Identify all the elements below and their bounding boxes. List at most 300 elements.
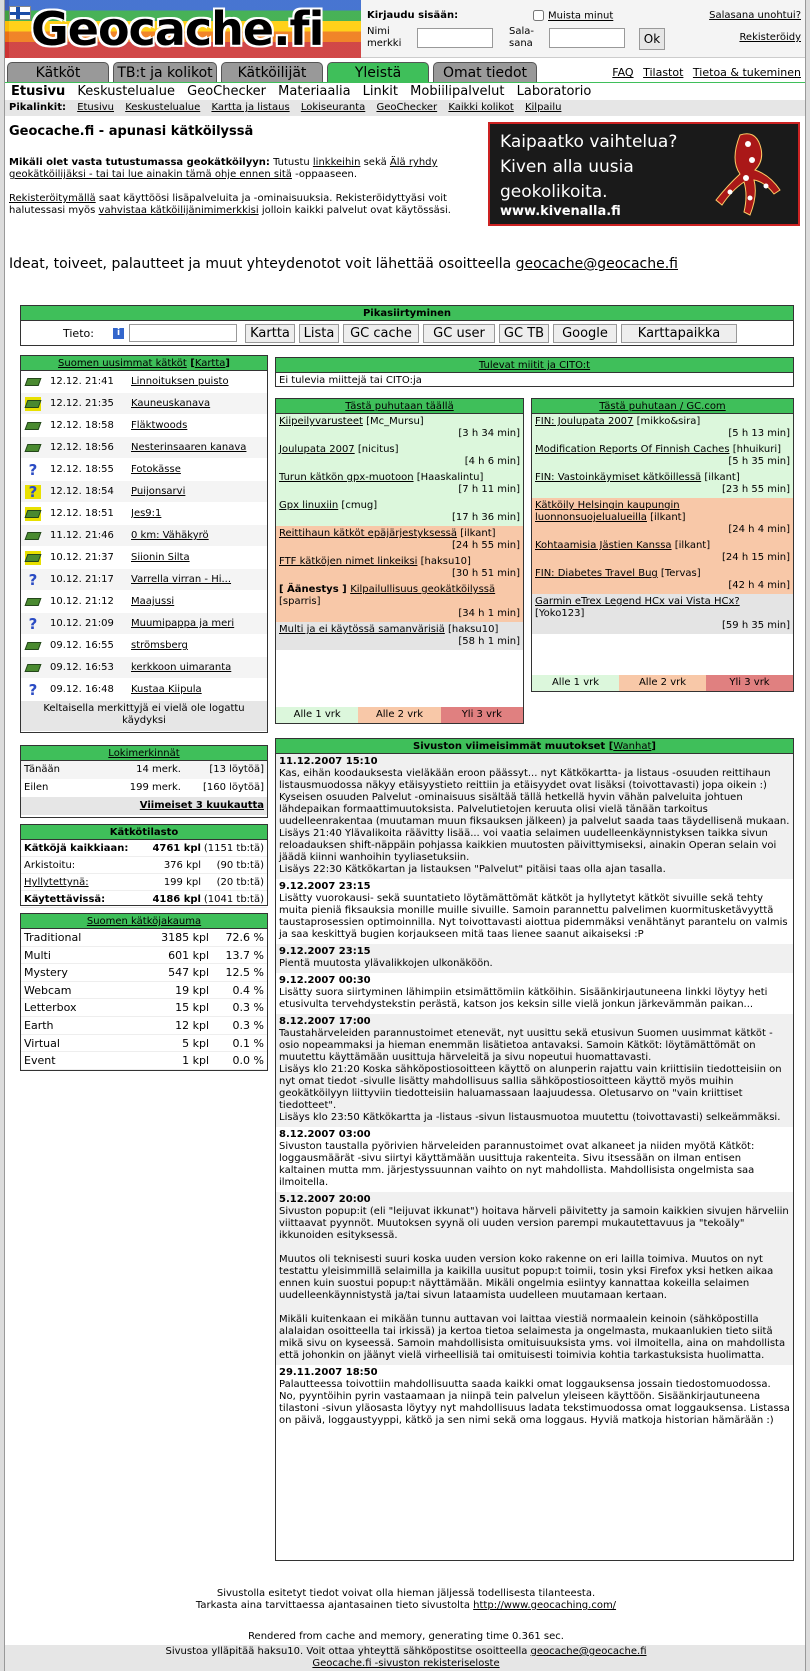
mystery-icon <box>25 683 41 697</box>
cache-row <box>21 679 267 701</box>
mystery-icon <box>25 573 41 587</box>
topic-age: [5 h 13 min] <box>728 428 790 439</box>
logs-3-months-link[interactable]: Viimeiset 3 kuukautta <box>139 800 264 811</box>
forum-topics-link[interactable]: Tästä puhutaan täällä <box>345 401 454 412</box>
traditional-icon <box>25 397 41 411</box>
subnav-materiaalia[interactable]: Materiaalia <box>278 84 351 99</box>
banner-line: Kaipaatko vaihtelua? <box>500 132 678 152</box>
jump-gc-user-button[interactable]: GC user <box>423 324 495 343</box>
type-percent: 12.5 % <box>225 966 264 980</box>
topic-line <box>279 556 520 568</box>
stats-count: 376 kpl <box>163 860 201 871</box>
topic-age: [23 h 55 min] <box>722 484 790 495</box>
kivenalla-banner[interactable] <box>488 122 800 226</box>
footer-text: Tarkasta aina tarvittaessa ajantasainen tieto sivustolta <box>195 1600 474 1611</box>
change-text: Palautteessa toivottiin mahdollisuutta saada kaikki omat loggauksensa jossain tiedostomuodossa. No, pyyntöihin pyrin vastaamaan ja niinpä tein palvelun yleiseen käyttöön. Sisäänkirjautuneena tilastoni -sivun yläosasta löytyy nyt mahdollisuus ladata tekstimuodossa omat loggauksensa. Listassa on päivä, loggaustyyppi, kätkö ja sen nimi sekä oma loggaus. Hyviä matkoja historian hämärään :) <box>279 1379 790 1426</box>
topic-item <box>532 498 793 538</box>
topic-line <box>279 500 520 512</box>
topic-link[interactable]: Kätköily Helsingin kaupungin luonnonsuojelualueilla <box>535 500 680 523</box>
change-text: Lisätty suora siirtyminen lähimpiin etsimättömiin kätköihin. Sisäänkirjautuneena linkki löytyy heti etusivulta tervehdystekstin perästä, katson jos keksin sille vielä jonkun järkevämmän paikan... <box>279 987 768 1010</box>
tab-omat-tiedot[interactable]: Omat tiedot <box>433 62 537 82</box>
gc-topics-link[interactable]: Tästä puhutaan / GC.com <box>599 401 726 412</box>
topic-link[interactable]: Kohtaamisia Jästien Kanssa <box>535 540 672 551</box>
type-percent: 0.1 % <box>232 1036 264 1050</box>
cache-name-link[interactable]: Maajussi <box>131 596 175 607</box>
change-date: 5.12.2007 20:00 <box>279 1194 371 1205</box>
change-text: Muutos oli teknisesti suuri koska uuden version koko rakenne on eri lailla toimiva. Muutos on nyt testattu yleisimmillä selaimilla ja kaikilla uusitut popup:t toimii, tosin yksi Firefox yksi hetken aikaa ennen kuin suostui popup:t näyttämään. Mikäli ongelmia esiintyy kannattaa kokeilla selaimen uudelleenkäynnistystä ja/tai sivun lataamista uudelleen muutamaan kertaan. <box>279 1254 774 1301</box>
cache-name-link[interactable]: Kustaa Kiipula <box>131 684 202 695</box>
change-text: Lisäys 22:30 Kätkökartan ja listauksen "Palvelut" pitäisi taas olla ajan tasalla. <box>279 864 666 875</box>
distribution-row <box>21 964 267 982</box>
multi-icon <box>25 551 41 565</box>
distribution-title <box>21 914 267 929</box>
cache-row <box>21 591 267 613</box>
cache-date: 10.12. 21:17 <box>50 574 114 585</box>
cache-name-link[interactable]: Puijonsarvi <box>131 486 186 497</box>
cache-name-link[interactable]: Varrella virran - Hi... <box>131 574 232 585</box>
change-entry <box>276 1365 793 1430</box>
cache-list <box>21 371 267 701</box>
cache-date: 12.12. 18:58 <box>50 420 114 431</box>
cache-row <box>21 635 267 657</box>
quick-jump-title: Pikasiirtyminen <box>21 306 793 321</box>
change-date: 11.12.2007 15:10 <box>279 756 378 767</box>
quick-link-keskustelualue[interactable]: Keskustelualue <box>125 102 201 113</box>
change-text: Lisäys klo 23:50 Kätkökartta ja -listaus -sivun listausmuotoa muutettu (toivottavasti) selkeämmäksi. <box>279 1112 781 1123</box>
change-text <box>279 1302 790 1314</box>
username-input[interactable] <box>417 28 493 48</box>
topic-item <box>276 554 523 582</box>
links-link[interactable]: linkkeihin <box>312 157 361 168</box>
quick-link-kilpailu[interactable]: Kilpailu <box>524 102 562 113</box>
topic-age: [3 h 34 min] <box>458 428 520 439</box>
type-percent: 13.7 % <box>225 948 264 962</box>
jump-gc-tb-button[interactable]: GC TB <box>499 324 549 343</box>
topic-user: [ilkant] <box>701 472 740 483</box>
stats-label[interactable]: Hyllytettynä: <box>24 877 89 888</box>
quick-link-geochecker[interactable]: GeoChecker <box>376 102 438 113</box>
traditional-icon <box>25 661 41 675</box>
topic-link[interactable]: FTF kätköjen nimet linkeiksi <box>279 556 418 567</box>
topic-line <box>279 444 520 456</box>
topic-link[interactable]: Modification Reports Of Finnish Caches <box>535 444 730 455</box>
stats-tb: (1041 tb:tä) <box>203 894 264 905</box>
login-button[interactable]: Ok <box>639 28 665 50</box>
cache-name-link[interactable]: kerkkoon uimaranta <box>131 662 232 673</box>
cache-date: 12.12. 18:56 <box>50 442 114 453</box>
type-percent: 0.3 % <box>232 1001 264 1015</box>
traditional-glyph <box>25 510 42 518</box>
topic-age: [30 h 51 min] <box>452 568 520 579</box>
topic-item <box>276 582 523 622</box>
remember-me[interactable] <box>533 10 613 22</box>
log-period: Tänään <box>24 764 61 775</box>
maintainer-email-link[interactable]: geocache@geocache.fi <box>530 1646 647 1657</box>
cache-type: Mystery <box>24 966 68 980</box>
topic-link[interactable]: FIN: Diabetes Travel Bug <box>535 568 658 579</box>
jump-gc-cache-button[interactable]: GC cache <box>343 324 419 343</box>
topic-age: [17 h 36 min] <box>452 512 520 523</box>
distribution-row <box>21 1035 267 1053</box>
change-text: Lisäys klo 21:20 Koska sähköpostiosoitteen käyttö on alunperin rajattu vain kriittisiin tiedotteisiin on nyt omat tiedot -sivulle lisätty mahdollisuus sallia sähköpostiosoitteen käyttö myös muihin geokätköilyyn liittyviin tiedotteisiin haluamassaan laajuudessa. Oletusarvo on "vain kriittiset tiedotteet". <box>279 1064 782 1111</box>
legend-over-3: Yli 3 vrk <box>441 707 523 723</box>
legend-under-1: Alle 1 vrk <box>532 675 619 691</box>
caches-map-link[interactable]: Kartta <box>194 358 226 369</box>
maintainer-line <box>5 1646 806 1658</box>
forum-topics-title <box>276 399 523 414</box>
log-count: 199 merk. <box>129 782 181 793</box>
topic-user: [ilkant] <box>671 540 711 551</box>
forum-topic-list <box>276 414 523 650</box>
footer-line: Sivustolla esitetyt tiedot voivat olla hieman jäljessä todellisesta tilanteesta. <box>216 1588 596 1599</box>
mystery-icon <box>25 463 41 477</box>
topic-link[interactable]: Kiipeilyvarusteet <box>279 416 363 427</box>
traditional-glyph <box>25 664 42 672</box>
stats-label: Käytettävissä: <box>24 894 106 905</box>
newest-caches-box <box>20 355 268 733</box>
topic-age: [24 h 55 min] <box>452 540 520 551</box>
change-text: Lisätty vuorokausi- sekä suuntatieto löytämättömät kätköt ja hyllytetyt kätköt sivuille sekä tehty muita pieniä fiksauksia monille muille sivuille. Samoin parannettu palvelimen kuormitusketävyyttä taustaprosessien optimoinnilla. Nyt toivottavasti aiottua pidemmäksi venähtänyt parantelu on valmis ja saa keskittyä bugien korjaukseen mitä taas lienee saanut aikaiseksi :P <box>279 893 788 940</box>
intro-paragraph-1 <box>9 157 479 181</box>
topic-link[interactable]: FIN: Joulupata 2007 <box>535 416 634 427</box>
changes-box <box>275 738 794 1561</box>
page <box>4 0 806 1671</box>
type-count: 5 kpl <box>182 1036 209 1050</box>
change-date: 9.12.2007 23:15 <box>279 946 371 957</box>
topic-user: [cmug] <box>338 500 378 511</box>
cache-name-link[interactable]: Muumipappa ja meri <box>131 618 235 629</box>
topic-line <box>535 500 790 524</box>
quick-links <box>5 100 806 116</box>
distribution-row <box>21 929 267 947</box>
jump-label: Tieto: <box>63 327 94 340</box>
geocaching-link[interactable]: http://www.geocaching.com/ <box>473 1600 617 1611</box>
remember-checkbox[interactable] <box>533 10 544 21</box>
caches-footer-note: Keltaisella merkittyjä ei vielä ole logattu käydyksi <box>21 701 267 731</box>
cache-name-link[interactable]: Siionin Silta <box>131 552 190 563</box>
cache-name-link[interactable]: strömsberg <box>131 640 188 651</box>
cache-name-link[interactable]: Fotokässe <box>131 464 181 475</box>
topic-item <box>276 622 523 650</box>
topic-user: [haksu10] <box>444 624 499 635</box>
gc-topics-title <box>532 399 793 414</box>
logs-box <box>20 745 268 818</box>
cache-date: 10.12. 21:09 <box>50 618 114 629</box>
mystery-glyph: ? <box>28 681 38 699</box>
cache-name-link[interactable]: Nesterinsaaren kanava <box>131 442 247 453</box>
multi-glyph <box>25 554 42 562</box>
tab-tb-kolikot[interactable]: TB:t ja kolikot <box>113 62 217 82</box>
subnav-geochecker[interactable]: GeoChecker <box>187 84 267 99</box>
remember-label[interactable]: Muista minut <box>548 10 614 22</box>
change-text: Kas, eihän koodauksesta vieläkään eroon päässyt... nyt Kätkökartta- ja listaus -osuuden reittihaun listausmuodossa näkyy etäisyystieto reittiin ja etäisyydet ovat lisäksi (toivottavasti) jopa oikein :) <box>279 768 771 791</box>
events-text: Ei tulevia miittejä tai CITO:ja <box>279 375 422 386</box>
topic-line <box>535 596 790 620</box>
gc-topics-box <box>531 398 794 692</box>
traditional-icon <box>25 595 41 609</box>
subnav-etusivu[interactable]: Etusivu <box>11 84 66 99</box>
topic-user: [Tervas] <box>657 568 701 579</box>
intro-text: saat käyttöösi lisäpalveluita ja -ominaisuuksia. Rekisteröidyttyäsi voit halutessasi myös <box>9 193 447 216</box>
cache-date: 12.12. 18:54 <box>50 486 114 497</box>
quick-link-kartta[interactable]: Kartta ja listaus <box>211 102 290 113</box>
newest-caches-link[interactable]: Suomen uusimmat kätköt <box>58 358 187 369</box>
legend-under-2: Alle 2 vrk <box>358 707 440 723</box>
top-links <box>606 66 801 79</box>
cache-date: 09.12. 16:53 <box>50 662 114 673</box>
maintainer-text: Sivustoa ylläpitää haksu10. Voit ottaa yhteyttä sähköpostitse osoitteella <box>165 1646 531 1657</box>
forum-topics-box <box>275 398 524 724</box>
change-entry <box>276 973 793 1014</box>
logs-title <box>21 746 267 761</box>
info-link[interactable]: Tietoa & tukeminen <box>692 66 801 79</box>
cache-date: 10.12. 21:37 <box>50 552 114 563</box>
log-row <box>21 761 267 779</box>
register-link[interactable]: Rekisteröidy <box>739 32 801 43</box>
topic-user: [sparris] <box>279 596 321 607</box>
age-legend <box>276 707 523 723</box>
subnav-linkit[interactable]: Linkit <box>362 84 399 99</box>
type-percent: 72.6 % <box>225 931 264 944</box>
quick-jump-box <box>20 305 794 346</box>
username-label: Nimi merkki <box>367 26 402 49</box>
faq-link[interactable]: FAQ <box>612 66 634 79</box>
subnav-laboratorio[interactable]: Laboratorio <box>516 84 592 99</box>
type-count: 19 kpl <box>175 983 209 997</box>
cache-type: Virtual <box>24 1036 60 1050</box>
stats-tb: (90 tb:tä) <box>216 860 264 871</box>
cache-row <box>21 481 267 503</box>
change-text: Sivuston popup:it (eli "leijuvat ikkunat") hoitava härveli päivitetty ja samoin kaikkien sivujen härveliin viittaavat pyynnöt. Muutoksen syynä oli uuden version parempi mukautettavuus ja "tekoäly" ikkunoiden esityksessä. <box>279 1206 789 1241</box>
cache-row <box>21 371 267 393</box>
stats-row <box>21 891 267 908</box>
stats-link[interactable]: Tilastot <box>643 66 684 79</box>
topic-age: [58 h 1 min] <box>458 636 520 647</box>
distribution-title-link[interactable]: Suomen kätköjakauma <box>86 916 202 927</box>
mystery-icon <box>25 617 41 631</box>
jump-lista-button[interactable]: Lista <box>299 324 339 343</box>
events-title <box>276 358 793 373</box>
topic-age: [7 h 11 min] <box>458 484 520 495</box>
type-count: 547 kpl <box>168 966 209 980</box>
stats-count: 4761 kpl <box>152 843 201 854</box>
topic-age: [24 h 15 min] <box>722 552 790 563</box>
change-entry <box>276 754 793 879</box>
topic-line <box>279 528 520 540</box>
traditional-icon <box>25 639 41 653</box>
topic-user: [hhuikuri] <box>729 444 782 455</box>
jump-google-button[interactable]: Google <box>553 324 617 343</box>
topic-link[interactable]: Reittihaun kätköt epäjärjestyksessä <box>279 528 458 539</box>
topic-item <box>276 442 523 470</box>
cache-row <box>21 569 267 591</box>
topic-line <box>279 584 520 608</box>
intro-text: sekä <box>360 157 390 168</box>
change-date: 29.11.2007 18:50 <box>279 1367 378 1378</box>
cache-date: 11.12. 21:46 <box>50 530 114 541</box>
change-entry <box>276 1192 793 1365</box>
type-count: 3185 kpl <box>161 931 209 944</box>
tab-katkoilijat[interactable]: Kätköilijät <box>221 62 323 82</box>
quick-links-label: Pikalinkit: <box>9 102 66 113</box>
changes-list <box>276 754 793 1430</box>
change-entry <box>276 879 793 944</box>
topic-line <box>279 472 520 484</box>
change-text: Taustahärveleiden parannustoimet etenevät, nyt uusittu sekä etusivun Suomen uusimmat kätköt -osio nopeammaksi ja hieman enemmän lisätietoa antavaksi. Samoin Kätköt: löytämättömät on muutettu käyttämään uusittuja härveleitä ja sivu nopeutui huomattavasti. <box>279 1028 773 1063</box>
mystery-glyph: ? <box>28 571 38 589</box>
age-legend <box>532 675 793 691</box>
cache-type: Webcam <box>24 983 72 997</box>
log-period: Eilen <box>24 782 49 793</box>
forgot-password-link[interactable]: Salasana unohtui? <box>709 10 801 21</box>
stats-row <box>21 840 267 857</box>
log-finds: [13 löytöä] <box>209 764 264 775</box>
render-time: Rendered from cache and memory, generating time 0.361 sec. <box>248 1631 564 1642</box>
traditional-icon <box>25 529 41 543</box>
quick-link-kolikot[interactable]: Kaikki kolikot <box>448 102 514 113</box>
logs-more <box>21 797 267 815</box>
cache-date: 09.12. 16:48 <box>50 684 114 695</box>
old-changes-link[interactable]: Wanhat <box>613 741 652 752</box>
stats-tb: (1151 tb:tä) <box>203 843 264 854</box>
cache-row <box>21 657 267 679</box>
logs-title-link[interactable]: Lokimerkinnät <box>108 748 180 759</box>
type-count: 1 kpl <box>182 1054 209 1068</box>
topic-item <box>276 526 523 554</box>
cache-name-link[interactable]: Fläktwoods <box>131 420 188 431</box>
events-box <box>275 357 794 387</box>
topic-user: [Haaskalintu] <box>413 472 484 483</box>
password-label: Sala- sana <box>509 26 534 49</box>
legend-under-1: Alle 1 vrk <box>276 707 358 723</box>
cache-type: Traditional <box>24 931 82 944</box>
topic-link[interactable]: Turun kätkön gpx-muotoon <box>279 472 414 483</box>
contact-line <box>9 256 678 272</box>
tab-katkot[interactable]: Kätköt <box>7 62 109 82</box>
stats-count: 199 kpl <box>163 877 201 888</box>
footer-disclaimer <box>5 1588 806 1612</box>
changes-title: Sivuston viimeisimmät muutokset [Wanhat] <box>276 739 793 754</box>
mystery-glyph: ? <box>28 615 38 633</box>
topic-link[interactable]: Joulupata 2007 <box>279 444 355 455</box>
intro-bold: Mikäli olet vasta tutustumassa geokätköilyyn: <box>9 157 270 168</box>
topic-item <box>276 414 523 442</box>
newest-caches-title: Suomen uusimmat kätköt [Kartta] <box>21 356 267 371</box>
contact-email-link[interactable]: geocache@geocache.fi <box>515 256 678 272</box>
traditional-icon <box>25 419 41 433</box>
topic-age: [5 h 35 min] <box>728 456 790 467</box>
type-count: 12 kpl <box>175 1018 209 1032</box>
cache-name-link[interactable]: Kauneuskanava <box>131 398 211 409</box>
cache-type: Earth <box>24 1018 54 1032</box>
change-text: Pientä muutosta ylävalikkojen ulkonäköön. <box>279 958 493 969</box>
log-count: 14 merk. <box>136 764 181 775</box>
register-statement-link[interactable]: Geocache.fi -sivuston rekisteriseloste <box>312 1658 500 1669</box>
events-title-link[interactable]: Tulevat miitit ja CITO:t <box>478 360 591 371</box>
intro <box>9 124 479 229</box>
change-date: 9.12.2007 00:30 <box>279 975 371 986</box>
subnav-mobiilipalvelut[interactable]: Mobiilipalvelut <box>410 84 505 99</box>
site-logo[interactable]: Geocache.fi <box>31 2 324 56</box>
stats-label: Kätköjä kaikkiaan: <box>24 843 129 854</box>
topic-age: [4 h 6 min] <box>464 456 520 467</box>
cache-date: 12.12. 21:41 <box>50 376 114 387</box>
jump-input[interactable] <box>129 324 237 342</box>
jump-karttapaikka-button[interactable]: Karttapaikka <box>621 324 737 343</box>
change-text: Sivuston taustalla pyörivien härveleiden parannustoimet ovat alkaneet ja niiden myötä Kätköt: loggausmäärät -sivu siirtyi käyttämään uusittuja rakenteita. Sivu itsessään on ilman entisen kaltainen mutta mm. järjestyssuunnan vaihto on nyt mahdollista. Mahdollisista ongelmista saa ilmoitella. <box>279 1141 755 1188</box>
cache-row <box>21 459 267 481</box>
distribution-row <box>21 982 267 1000</box>
traditional-glyph <box>25 422 42 430</box>
page-title: Geocache.fi - apunasi kätköilyssä <box>9 124 254 139</box>
topic-link[interactable]: Multi ja ei käytössä samanvärisiä <box>279 624 445 635</box>
cache-name-link[interactable]: Jes9:1 <box>131 508 162 519</box>
mystery-icon <box>25 485 41 499</box>
main-tabs <box>5 60 806 82</box>
cache-stats-box <box>20 824 268 906</box>
change-date: 9.12.2007 23:15 <box>279 881 371 892</box>
topic-prefix: [ Äänestys ] <box>279 584 351 595</box>
topic-line <box>535 472 790 484</box>
jump-kartta-button[interactable]: Kartta <box>245 324 295 343</box>
sub-navigation <box>5 82 806 100</box>
change-text <box>279 1242 790 1254</box>
cache-row <box>21 503 267 525</box>
stats-count: 4186 kpl <box>152 894 201 905</box>
stats-row <box>21 874 267 891</box>
type-percent: 0.0 % <box>232 1054 264 1068</box>
topic-item <box>532 414 793 442</box>
topic-link[interactable]: Gpx linuxiin <box>279 500 339 511</box>
login-title: Kirjaudu sisään: <box>367 10 459 21</box>
quick-link-lokiseuranta[interactable]: Lokiseuranta <box>300 102 366 113</box>
footer-line <box>5 1600 806 1612</box>
topic-item <box>532 470 793 498</box>
password-input[interactable] <box>549 28 625 48</box>
traditional-glyph <box>25 444 42 452</box>
topic-item <box>532 442 793 470</box>
banner-line: geokolikoita. <box>500 182 608 202</box>
distribution-row <box>21 1052 267 1070</box>
cache-type: Multi <box>24 948 51 962</box>
traditional-glyph <box>25 532 42 540</box>
type-count: 601 kpl <box>168 948 209 962</box>
cache-name-link[interactable]: 0 km: Vähäkyrö <box>131 530 209 541</box>
verify-nick-link[interactable]: vahvistaa kätköilijänimimerkkisi <box>98 205 259 216</box>
info-icon[interactable]: i <box>113 328 124 339</box>
footer-bar <box>5 1645 806 1671</box>
register-inline-link[interactable]: Rekisteröitymällä <box>9 193 96 204</box>
changes-title-text: Sivuston viimeisimmät muutokset <box>413 741 606 752</box>
cache-row <box>21 415 267 437</box>
topic-link[interactable]: Garmin eTrex Legend HCx vai Vista HCx? <box>535 596 740 607</box>
tab-yleista[interactable]: Yleistä <box>327 62 429 82</box>
cache-date: 09.12. 16:55 <box>50 640 114 651</box>
guide-link[interactable]: Älä ryhdy geokätköilijäksi - tai tai lue ainakin tämä ohje ennen sitä <box>9 157 438 180</box>
topic-link[interactable]: FIN: Vastoinkäymiset kätköillessä <box>535 472 702 483</box>
banner-url: www.kivenalla.fi <box>500 204 621 219</box>
distribution-row <box>21 999 267 1017</box>
traditional-glyph <box>25 400 42 408</box>
distribution-box <box>20 913 268 1071</box>
topic-link[interactable]: Kilpailullisuus geokätköilyssä <box>350 584 496 595</box>
cache-stats-title: Kätkötilasto <box>21 825 267 840</box>
subnav-keskustelualue[interactable]: Keskustelualue <box>77 84 175 99</box>
register-statement-line <box>5 1658 806 1670</box>
quick-link-etusivu[interactable]: Etusivu <box>77 102 115 113</box>
cache-row <box>21 525 267 547</box>
cache-name-link[interactable]: Linnoituksen puisto <box>131 376 229 387</box>
